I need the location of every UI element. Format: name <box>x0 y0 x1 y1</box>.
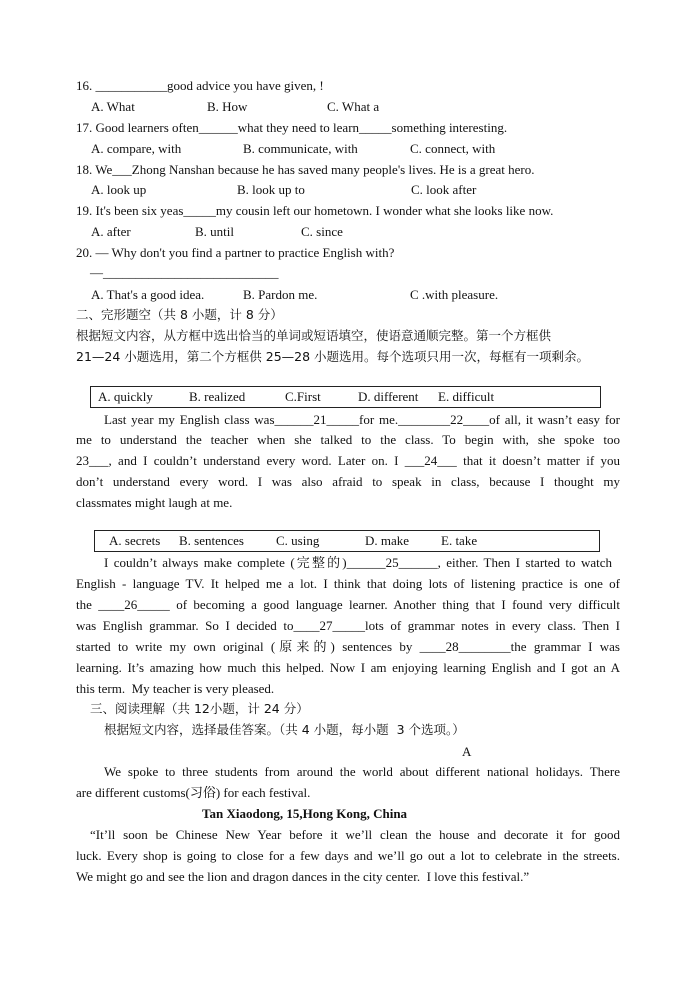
word-box-1-option-a: A. quickly <box>98 389 153 404</box>
passage-label: A <box>462 744 472 759</box>
cloze-paragraph-2-line: this term. My teacher is very pleased. <box>76 681 275 696</box>
student-quote-line: luck. Every shop is going to close for a few days and we’ll go out a lot to celebrate in the streets. <box>76 848 620 863</box>
passage-intro-line: are different customs(习俗) for each festival. <box>76 785 311 800</box>
question-16-option-a: A. What <box>91 99 135 114</box>
cloze-paragraph-1-line: don’t understand every word. I was also afraid to speak in class, because I thought my <box>76 474 620 489</box>
section-3-title: 三、阅读理解（共 12小题，计 24 分） <box>90 701 309 716</box>
question-20-option-c: C .with pleasure. <box>410 287 499 302</box>
cloze-paragraph-1-line: 23___, and I couldn’t understand every word. Later on. I ___24___ that it doesn’t matter if you <box>76 453 620 468</box>
question-16-option-b: B. How <box>207 99 248 114</box>
question-16-option-c: C. What a <box>327 99 380 114</box>
cloze-paragraph-2-line: learning. It’s amazing how much this helped. Now I am enjoying learning English and I got an A <box>76 660 620 675</box>
question-19-option-b: B. until <box>195 224 235 239</box>
cloze-paragraph-2-line: started to write my own original (原来的) sentences by ____28________the grammar I was <box>76 639 620 654</box>
word-box-2-option-b: B. sentences <box>179 533 244 548</box>
cloze-paragraph-2-line: English - language TV. It helped me a lot. I think that doing lots of listening practice is one of <box>76 576 620 591</box>
question-19-stem: 19. It's been six yeas_____my cousin left our hometown. I wonder what she looks like now. <box>76 203 554 218</box>
section-2-instruction-line-2: 21—24 小题选用，第二个方框供 25—28 小题选用。每个选项只用一次，每框有一项剩余。 <box>76 349 590 364</box>
student-quote-line: “It’ll soon be Chinese New Year before it we’ll clean the house and decorate it for good <box>90 827 620 842</box>
cloze-paragraph-1-line: classmates might laugh at me. <box>76 495 233 510</box>
question-20-stem: 20. — Why don't you find a partner to practice English with? <box>76 245 395 260</box>
question-16-stem: 16. ___________good advice you have given, ! <box>76 78 324 93</box>
section-3-instruction: 根据短文内容，选择最佳答案。（共 4 小题，每小题 3 个选项。） <box>104 722 465 737</box>
word-box-2-option-a: A. secrets <box>109 533 161 548</box>
question-20-answer-line: —___________________________ <box>90 265 279 280</box>
question-19-option-c: C. since <box>301 224 343 239</box>
cloze-paragraph-2-line: was English grammar. So I decided to____27_____lots of grammar notes in every class. Then I <box>76 618 620 633</box>
question-19-option-a: A. after <box>91 224 131 239</box>
question-17-stem: 17. Good learners often______what they need to learn_____something interesting. <box>76 120 508 135</box>
section-2-title: 二、完形题空（共 8 小题，计 8 分） <box>76 307 283 322</box>
word-box-2-option-e: E. take <box>441 533 478 548</box>
word-box-1 <box>90 386 601 408</box>
word-box-1-option-c: C.First <box>285 389 321 404</box>
word-box-2 <box>94 530 600 552</box>
cloze-paragraph-1-line: Last year my English class was______21_____for me.________22____of all, it wasn’t easy for <box>104 412 620 427</box>
question-20-option-a: A. That's a good idea. <box>91 287 205 302</box>
word-box-2-option-d: D. make <box>365 533 410 548</box>
cloze-paragraph-2-line: the ____26_____ of becoming a good language learner. Another thing that I found very difficult <box>76 597 620 612</box>
question-17-option-b: B. communicate, with <box>243 141 358 156</box>
word-box-1-option-e: E. difficult <box>438 389 495 404</box>
passage-intro-line: We spoke to three students from around the world about different national holidays. There <box>104 764 620 779</box>
question-18-option-a: A. look up <box>91 182 147 197</box>
question-18-stem: 18. We___Zhong Nanshan because he has saved many people's lives. He is a great hero. <box>76 162 535 177</box>
question-17-option-a: A. compare, with <box>91 141 182 156</box>
section-2-instruction-line-1: 根据短文内容，从方框中选出恰当的单词或短语填空，使语意通顺完整。第一个方框供 <box>76 328 552 343</box>
cloze-paragraph-2-line: I couldn’t always make complete (完整的)______25______, either. Then I started to watch <box>104 555 612 570</box>
cloze-paragraph-1-line: me to understand the teacher when she talked to the class. To begin with, she spoke too <box>76 432 620 447</box>
word-box-1-option-d: D. different <box>358 389 419 404</box>
question-20-option-b: B. Pardon me. <box>243 287 318 302</box>
question-18-option-c: C. look after <box>411 182 477 197</box>
word-box-2-option-c: C. using <box>276 533 320 548</box>
question-18-option-b: B. look up to <box>237 182 305 197</box>
student-quote-line: We might go and see the lion and dragon dances in the city center. I love this festival.” <box>76 869 530 884</box>
question-17-option-c: C. connect, with <box>410 141 496 156</box>
word-box-1-option-b: B. realized <box>189 389 246 404</box>
student-name-heading: Tan Xiaodong, 15,Hong Kong, China <box>202 806 408 821</box>
